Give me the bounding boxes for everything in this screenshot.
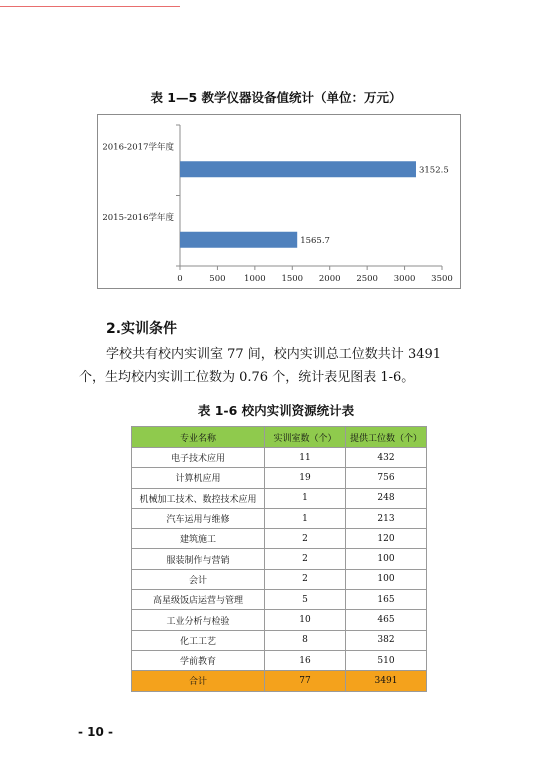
cell-major: 高星级饭店运营与管理	[132, 590, 265, 610]
cell-room-count: 19	[265, 468, 346, 488]
table-row	[132, 569, 427, 589]
cell-room-count: 1	[265, 508, 346, 528]
cell-station-count: 510	[346, 650, 427, 670]
cell-room-count: 16	[265, 650, 346, 670]
table-caption: 表 1-6 校内实训资源统计表	[197, 403, 355, 418]
table-row	[132, 529, 427, 549]
cell-major: 工业分析与检验	[132, 610, 265, 630]
cell-room-count: 8	[265, 630, 346, 650]
paragraph-line-1: 学校共有校内实训室 77 间，校内实训总工位数共计 3491	[106, 347, 442, 362]
table-row	[132, 549, 427, 569]
cell-room-count: 2	[265, 549, 346, 569]
paragraph-line-2: 个，生均校内实训工位数为 0.76 个，统计表见图表 1-6。	[79, 370, 415, 385]
cell-station-count: 120	[346, 529, 427, 549]
header-line	[0, 0, 180, 7]
table-row	[132, 488, 427, 508]
cell-room-count: 1	[265, 488, 346, 508]
header-major: 专业名称	[132, 427, 265, 448]
cell-major: 计算机应用	[132, 468, 265, 488]
cell-station-count: 248	[346, 488, 427, 508]
cell-room-count: 77	[265, 671, 346, 691]
cell-room-count: 10	[265, 610, 346, 630]
bar-chart	[97, 114, 461, 289]
cell-room-count: 11	[265, 448, 346, 468]
table-row	[132, 650, 427, 670]
cell-station-count: 165	[346, 590, 427, 610]
page-number: - 10 -	[78, 725, 114, 739]
x-tick-label: 2500	[356, 274, 378, 284]
cell-major: 化工工艺	[132, 630, 265, 650]
x-tick-label: 2000	[318, 274, 341, 284]
cell-major: 合计	[132, 671, 265, 691]
cell-station-count: 756	[346, 468, 427, 488]
cell-room-count: 5	[265, 590, 346, 610]
cell-room-count: 2	[265, 569, 346, 589]
table-row	[132, 468, 427, 488]
category-label: 2016-2017学年度	[102, 142, 174, 153]
cell-major: 汽车运用与维修	[132, 508, 265, 528]
table-row	[132, 508, 427, 528]
chart-canvas	[98, 115, 462, 290]
cell-station-count: 432	[346, 448, 427, 468]
cell-major: 建筑施工	[132, 529, 265, 549]
x-tick-label: 3000	[393, 274, 416, 284]
cell-major: 服装制作与营销	[132, 549, 265, 569]
data-label: 3152.5	[418, 165, 449, 176]
training-resources-table	[131, 426, 427, 692]
table-row	[132, 610, 427, 630]
section-title: 2.实训条件	[106, 321, 178, 337]
bar	[180, 161, 416, 177]
cell-station-count: 100	[346, 549, 427, 569]
x-tick-label: 3500	[431, 274, 453, 284]
cell-station-count: 465	[346, 610, 427, 630]
chart-caption: 表 1—5 教学仪器设备值统计（单位：万元）	[150, 90, 402, 105]
table-row	[132, 448, 427, 468]
cell-room-count: 2	[265, 529, 346, 549]
bar	[180, 232, 297, 248]
header-station-count: 提供工位数（个）	[346, 427, 427, 448]
header-room-count: 实训室数（个）	[265, 427, 346, 448]
cell-station-count: 382	[346, 630, 427, 650]
cell-station-count: 100	[346, 569, 427, 589]
x-tick-label: 1000	[244, 274, 266, 284]
data-label: 1565.7	[300, 235, 330, 246]
cell-station-count: 213	[346, 508, 427, 528]
cell-major: 会计	[132, 569, 265, 589]
cell-major: 电子技术应用	[132, 448, 265, 468]
cell-station-count: 3491	[346, 671, 427, 691]
table-row	[132, 590, 427, 610]
table-total-row	[132, 671, 427, 691]
x-tick-label: 500	[209, 274, 226, 284]
cell-major: 机械加工技术、数控技术应用	[132, 488, 265, 508]
x-tick-label: 0	[177, 274, 183, 284]
category-label: 2015-2016学年度	[102, 212, 174, 223]
cell-major: 学前教育	[132, 650, 265, 670]
table-row	[132, 630, 427, 650]
x-tick-label: 1500	[281, 274, 304, 284]
table-header-row	[132, 427, 427, 448]
